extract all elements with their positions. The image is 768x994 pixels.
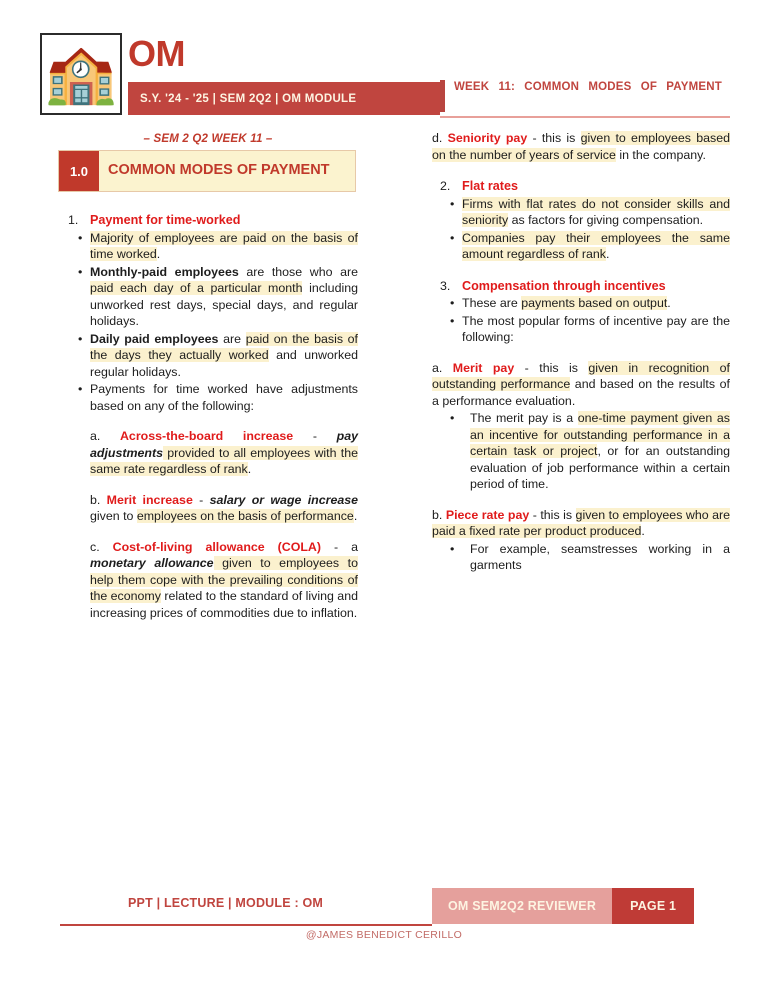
bullet-text: Payments for time worked have adjustments based on any of the following:	[90, 382, 358, 413]
list-item	[60, 230, 358, 263]
lettered-paragraph-b	[90, 492, 358, 525]
plain-span: - this is	[514, 360, 589, 375]
week-heading-text: WEEK 11: COMMON MODES OF PAYMENT	[454, 81, 722, 93]
letter-marker: d.	[432, 131, 448, 145]
bullet-text	[90, 264, 358, 330]
term-label: Across-the-board increase	[119, 429, 294, 444]
school-building-icon: 🏫	[44, 41, 118, 106]
highlight-span: provided to all employees with the same rate regardless of rank	[90, 445, 358, 477]
list-item	[440, 410, 730, 493]
bullet-text	[462, 295, 730, 312]
bold-italic-span: salary or wage increase	[209, 492, 359, 507]
list-item	[440, 541, 730, 574]
bold-span: Monthly-paid employees	[90, 264, 239, 279]
letter-marker: b.	[432, 507, 446, 522]
plain-span: .	[353, 509, 358, 524]
plain-span: are those who are	[238, 264, 358, 279]
letter-marker: a.	[432, 360, 453, 375]
term-label: Merit increase	[106, 492, 193, 507]
term-abbrev: (COLA)	[277, 539, 322, 554]
bullet-text	[462, 196, 730, 229]
section-title-bar	[58, 150, 356, 192]
page-header	[0, 0, 768, 126]
plain-span: -	[192, 492, 210, 507]
bullet-icon: •	[450, 411, 455, 426]
brand-subtitle-text: S.Y. '24 - '25 | SEM 2Q2 | OM MODULE	[140, 92, 357, 105]
author-credit: @JAMES BENEDICT CERILLO	[305, 929, 463, 941]
bullet-icon: •	[450, 541, 455, 556]
list-item	[60, 264, 358, 330]
plain-span: .	[605, 247, 610, 262]
plain-span: -	[293, 429, 337, 444]
list-item	[432, 278, 730, 295]
lettered-paragraph-piece-rate	[432, 507, 730, 540]
page-number-badge: PAGE 1	[612, 888, 694, 924]
bullet-icon: •	[78, 230, 83, 245]
bullet-text	[90, 331, 358, 381]
plain-span: These are	[462, 296, 522, 311]
list-item	[432, 230, 730, 263]
right-column	[432, 130, 730, 574]
highlight-span: given to employees who are paid a fixed rate per product produced	[432, 507, 730, 539]
list-item	[432, 196, 730, 229]
bold-italic-span: pay adjustments	[90, 429, 358, 460]
plain-span: - a	[321, 539, 358, 554]
list-item	[432, 178, 730, 195]
week-accent-bar	[440, 80, 445, 112]
highlight-span: given in recognition of outstanding performance	[432, 360, 730, 392]
plain-span: .	[156, 247, 161, 262]
highlight-span: paid on the basis of the days they actually worked	[90, 331, 359, 363]
highlight-span: Majority of employees are paid on the basis of time worked	[90, 230, 358, 262]
term-label: Seniority pay	[447, 131, 528, 145]
list-heading: Compensation through incentives	[462, 278, 666, 293]
list-marker: 3.	[440, 278, 451, 293]
highlight-span: given to employees based on the number of years of service	[432, 131, 730, 162]
lettered-paragraph-c	[90, 539, 358, 622]
bullet-icon: •	[450, 196, 455, 211]
lettered-paragraph-a	[90, 428, 358, 478]
bullet-icon: •	[78, 331, 83, 346]
bullet-icon: •	[450, 230, 455, 245]
highlight-span: one-time payment given as an incentive for outstanding performance in a certain task or project	[470, 411, 730, 459]
section-title-text: COMMON MODES OF PAYMENT	[99, 151, 355, 191]
highlight-span: payments based on output	[521, 296, 668, 311]
plain-span: are	[218, 331, 246, 346]
plain-span: The merit pay is a	[470, 411, 578, 426]
bullet-text	[462, 230, 730, 263]
bold-italic-span: monetary allowance	[90, 556, 214, 571]
footer-source-text: PPT | LECTURE | MODULE : OM	[128, 896, 324, 910]
semester-label: – SEM 2 Q2 WEEK 11 –	[143, 133, 273, 145]
list-marker: 2.	[440, 179, 451, 193]
logo-container	[40, 33, 122, 115]
list-heading: Flat rates	[462, 179, 518, 193]
letter-marker: b.	[90, 492, 107, 507]
week-underline	[440, 116, 730, 118]
bullet-text	[470, 410, 730, 493]
highlight-span: Firms with flat rates do not consider skills and seniority	[462, 196, 730, 228]
plain-span: in the company.	[615, 147, 706, 162]
left-column	[60, 212, 358, 621]
term-label: Merit pay	[452, 360, 515, 375]
plain-span: .	[667, 296, 671, 311]
highlight-span: Companies pay their employees the same amount regardless of rank	[462, 230, 730, 262]
lettered-paragraph-merit-pay	[432, 360, 730, 410]
footer-divider	[60, 924, 432, 926]
list-item	[60, 331, 358, 381]
letter-marker: c.	[90, 539, 113, 554]
plain-span: as factors for giving compensation.	[508, 213, 704, 228]
list-item	[60, 381, 358, 414]
brand-subtitle-bar	[128, 82, 440, 115]
list-marker: 1.	[68, 213, 79, 227]
plain-span: , or for an outstanding evaluation of job performance within a certain period of time.	[470, 444, 730, 492]
highlight-span: employees on the basis of performance	[136, 509, 354, 524]
bullet-icon: •	[450, 313, 455, 328]
lettered-paragraph-d	[432, 130, 730, 163]
list-heading: Payment for time-worked	[90, 213, 241, 227]
term-label: Piece rate pay	[445, 507, 530, 522]
spacer	[432, 163, 730, 178]
plain-span: .	[247, 462, 252, 477]
plain-span: and based on the results of a performance evaluation.	[432, 377, 730, 408]
plain-span: including unworked rest days, special days, and regular holidays.	[90, 281, 358, 329]
plain-span: - this is	[529, 507, 576, 522]
bullet-text	[90, 230, 358, 263]
list-item	[432, 295, 730, 312]
plain-span: given to	[90, 509, 137, 524]
reviewer-badge: OM SEM2Q2 REVIEWER	[432, 888, 612, 924]
bullet-icon: •	[78, 382, 83, 397]
list-item	[60, 212, 358, 229]
section-number: 1.0	[59, 151, 99, 191]
bullet-icon: •	[450, 296, 455, 311]
plain-span: - this is	[527, 131, 581, 145]
week-heading-block	[440, 80, 730, 116]
spacer	[432, 263, 730, 278]
bullet-text: For example, seamstresses working in a garments	[470, 541, 730, 573]
bullet-icon: •	[78, 264, 83, 279]
highlight-span: paid each day of a particular month	[90, 281, 303, 296]
brand-title: OM	[128, 33, 185, 74]
list-item	[432, 313, 730, 346]
footer-badge-group	[432, 888, 694, 924]
plain-span: .	[641, 524, 645, 539]
bullet-text: The most popular forms of incentive pay are the following:	[462, 313, 730, 345]
term-label: Cost-of-living allowance	[112, 539, 265, 554]
plain-span: and unworked regular holidays.	[90, 348, 358, 379]
highlight-span: given to employees to help them cope with the prevailing conditions of the economy	[90, 556, 358, 604]
letter-marker: a.	[90, 429, 120, 444]
plain-span: related to the standard of living and increasing prices of commodities due to inflation.	[90, 589, 358, 620]
bold-span: Daily paid employees	[90, 331, 219, 346]
